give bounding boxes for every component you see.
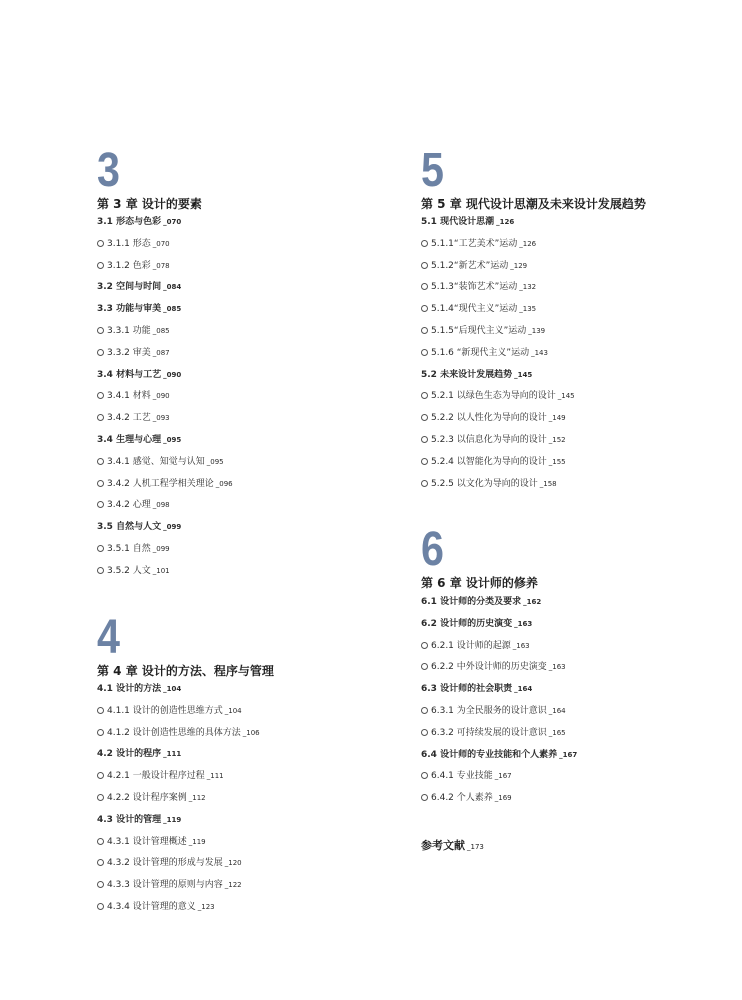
references-page: _173 — [467, 843, 484, 851]
circle-bullet-icon — [97, 458, 104, 465]
toc-subsection-entry[interactable] — [97, 238, 170, 250]
toc-subsection-entry[interactable] — [97, 543, 170, 555]
toc-subsection-entry[interactable] — [421, 478, 557, 490]
toc-subsection-entry[interactable] — [421, 456, 566, 468]
entry-page-number: _169 — [494, 794, 512, 802]
entry-title: 4.3.4 设计管理的意义 — [107, 902, 196, 912]
toc-subsection-entry[interactable] — [421, 281, 536, 293]
circle-bullet-icon — [97, 414, 104, 421]
circle-bullet-icon — [421, 480, 428, 487]
entry-page-number: _119 — [163, 816, 182, 824]
toc-section-entry[interactable] — [97, 748, 181, 760]
circle-bullet-icon — [97, 859, 104, 866]
circle-bullet-icon — [97, 794, 104, 801]
toc-section-entry[interactable] — [421, 618, 532, 630]
toc-subsection-entry[interactable] — [421, 412, 566, 424]
toc-subsection-entry[interactable] — [97, 478, 233, 490]
entry-title: 4.3.2 设计管理的形成与发展 — [107, 858, 223, 868]
entry-title: 5.1.1“工艺美术”运动 — [431, 239, 518, 249]
entry-page-number: _132 — [519, 283, 537, 291]
entry-page-number: _163 — [514, 620, 533, 628]
entry-page-number: _111 — [163, 750, 182, 758]
entry-page-number: _165 — [548, 729, 566, 737]
toc-subsection-entry[interactable] — [97, 412, 170, 424]
toc-section-entry[interactable] — [421, 749, 577, 761]
toc-subsection-entry[interactable] — [421, 390, 575, 402]
toc-section-entry[interactable] — [421, 369, 532, 381]
circle-bullet-icon — [421, 240, 428, 247]
chapter-title[interactable]: 第 3 章 设计的要素 — [97, 197, 202, 211]
entry-page-number: _155 — [548, 458, 566, 466]
circle-bullet-icon — [97, 240, 104, 247]
entry-title: 6.4.2 个人素养 — [431, 793, 493, 803]
chapter-number: 5 — [421, 144, 444, 197]
toc-subsection-entry[interactable] — [97, 836, 206, 848]
entry-page-number: _143 — [531, 349, 548, 357]
entry-page-number: _084 — [163, 283, 182, 291]
toc-section-entry[interactable] — [97, 434, 181, 446]
toc-subsection-entry[interactable] — [421, 325, 545, 337]
entry-title: 5.2.5 以文化为导向的设计 — [431, 479, 538, 489]
circle-bullet-icon — [97, 838, 104, 845]
entry-page-number: _120 — [224, 859, 242, 867]
entry-title: 3.3.1 功能 — [107, 326, 151, 336]
entry-title: 6.4.1 专业技能 — [431, 771, 493, 781]
entry-title: 4.3 设计的管理 — [97, 815, 162, 825]
entry-page-number: _101 — [152, 567, 170, 575]
toc-section-entry[interactable] — [97, 683, 181, 695]
entry-title: 5.2.4 以智能化为导向的设计 — [431, 457, 547, 467]
toc-subsection-entry[interactable] — [421, 260, 527, 272]
entry-page-number: _090 — [163, 371, 182, 379]
entry-title: 3.5 自然与人文 — [97, 522, 162, 532]
entry-title: 6.2 设计师的历史演变 — [421, 619, 513, 629]
entry-page-number: _126 — [519, 240, 537, 248]
entry-title: 4.1.1 设计的创造性思维方式 — [107, 706, 223, 716]
entry-title: 5.2 未来设计发展趋势 — [421, 370, 513, 380]
toc-subsection-entry[interactable] — [97, 857, 242, 869]
entry-title: 4.3.3 设计管理的原则与内容 — [107, 880, 223, 890]
entry-page-number: _098 — [152, 501, 170, 509]
circle-bullet-icon — [97, 480, 104, 487]
entry-page-number: _162 — [523, 598, 542, 606]
chapter-title[interactable]: 第 6 章 设计师的修养 — [421, 576, 538, 590]
entry-title: 6.2.1 设计师的起源 — [431, 641, 511, 651]
toc-subsection-entry[interactable] — [421, 303, 536, 315]
circle-bullet-icon — [97, 729, 104, 736]
entry-title: 4.2.2 设计程序案例 — [107, 793, 187, 803]
entry-title: 3.1 形态与色彩 — [97, 217, 162, 227]
toc-subsection-entry[interactable] — [421, 770, 512, 782]
entry-page-number: _070 — [152, 240, 170, 248]
circle-bullet-icon — [97, 262, 104, 269]
toc-section-entry[interactable] — [421, 683, 532, 695]
circle-bullet-icon — [421, 707, 428, 714]
entry-title: 5.1.4“现代主义”运动 — [431, 304, 518, 314]
entry-page-number: _085 — [152, 327, 170, 335]
entry-page-number: _090 — [152, 392, 170, 400]
circle-bullet-icon — [97, 707, 104, 714]
toc-subsection-entry[interactable] — [97, 499, 170, 511]
circle-bullet-icon — [421, 772, 428, 779]
entry-title: 3.5.2 人文 — [107, 566, 151, 576]
entry-title: 5.2.1 以绿色生态为导向的设计 — [431, 391, 556, 401]
circle-bullet-icon — [97, 349, 104, 356]
entry-title: 6.4 设计师的专业技能和个人素养 — [421, 750, 558, 760]
circle-bullet-icon — [421, 327, 428, 334]
entry-title: 6.2.2 中外设计师的历史演变 — [431, 662, 547, 672]
circle-bullet-icon — [421, 414, 428, 421]
entry-title: 6.1 设计师的分类及要求 — [421, 597, 522, 607]
entry-title: 3.4 生理与心理 — [97, 435, 162, 445]
circle-bullet-icon — [421, 729, 428, 736]
entry-page-number: _070 — [163, 218, 182, 226]
entry-title: 5.1.3“装饰艺术”运动 — [431, 282, 518, 292]
references-label: 参考文献 — [421, 839, 465, 852]
entry-title: 5.2.3 以信息化为导向的设计 — [431, 435, 547, 445]
toc-subsection-entry[interactable] — [97, 792, 206, 804]
entry-page-number: _126 — [496, 218, 515, 226]
entry-page-number: _164 — [548, 707, 566, 715]
toc-section-entry[interactable] — [97, 281, 181, 293]
circle-bullet-icon — [421, 262, 428, 269]
entry-page-number: _152 — [548, 436, 566, 444]
entry-title: 4.1.2 设计创造性思维的具体方法 — [107, 728, 241, 738]
entry-title: 3.4.2 人机工程学相关理论 — [107, 479, 214, 489]
entry-title: 6.3.2 可持续发展的设计意识 — [431, 728, 547, 738]
entry-page-number: _078 — [152, 262, 170, 270]
entry-title: 3.1.1 形态 — [107, 239, 151, 249]
entry-title: 3.4 材料与工艺 — [97, 370, 162, 380]
circle-bullet-icon — [97, 327, 104, 334]
toc-section-entry[interactable] — [97, 216, 181, 228]
entry-page-number: _095 — [163, 436, 182, 444]
entry-title: 3.3 功能与审美 — [97, 304, 162, 314]
toc-subsection-entry[interactable] — [421, 640, 530, 652]
entry-page-number: _095 — [206, 458, 224, 466]
chapter-title[interactable]: 第 5 章 现代设计思潮及未来设计发展趋势 — [421, 197, 646, 211]
circle-bullet-icon — [97, 501, 104, 508]
toc-section-entry[interactable] — [97, 369, 181, 381]
circle-bullet-icon — [97, 881, 104, 888]
chapter-number: 3 — [97, 144, 120, 197]
entry-page-number: _163 — [512, 642, 530, 650]
entry-page-number: _145 — [514, 371, 533, 379]
entry-page-number: _085 — [163, 305, 182, 313]
toc-subsection-entry[interactable] — [97, 390, 170, 402]
entry-title: 4.3.1 设计管理概述 — [107, 837, 187, 847]
entry-page-number: _167 — [559, 751, 578, 759]
entry-title: 5.1.5“后现代主义”运动 — [431, 326, 527, 336]
circle-bullet-icon — [421, 392, 428, 399]
circle-bullet-icon — [97, 545, 104, 552]
entry-page-number: _104 — [163, 685, 182, 693]
entry-title: 5.1.6 “新现代主义”运动 — [431, 348, 530, 358]
toc-subsection-entry[interactable] — [97, 565, 170, 577]
toc-subsection-entry[interactable] — [421, 661, 566, 673]
circle-bullet-icon — [421, 663, 428, 670]
entry-page-number: _096 — [215, 480, 233, 488]
circle-bullet-icon — [421, 458, 428, 465]
entry-title: 6.3.1 为全民服务的设计意识 — [431, 706, 547, 716]
circle-bullet-icon — [97, 392, 104, 399]
toc-section-entry[interactable] — [97, 521, 181, 533]
entry-page-number: _122 — [224, 881, 242, 889]
circle-bullet-icon — [421, 305, 428, 312]
entry-title: 3.1.2 色彩 — [107, 261, 151, 271]
toc-subsection-entry[interactable] — [421, 792, 512, 804]
toc-subsection-entry[interactable] — [97, 456, 224, 468]
toc-subsection-entry[interactable] — [421, 727, 566, 739]
entry-page-number: _139 — [528, 327, 546, 335]
circle-bullet-icon — [97, 772, 104, 779]
chapter-number: 4 — [97, 611, 120, 664]
entry-title: 4.2.1 一般设计程序过程 — [107, 771, 205, 781]
entry-title: 3.2 空间与时间 — [97, 282, 162, 292]
entry-page-number: _087 — [152, 349, 170, 357]
entry-title: 5.1 现代设计思潮 — [421, 217, 495, 227]
entry-title: 3.3.2 审美 — [107, 348, 151, 358]
entry-page-number: _123 — [197, 903, 215, 911]
circle-bullet-icon — [97, 567, 104, 574]
references-entry[interactable] — [421, 837, 484, 853]
toc-subsection-entry[interactable] — [421, 705, 566, 717]
entry-page-number: _135 — [519, 305, 537, 313]
toc-subsection-entry[interactable] — [97, 879, 242, 891]
circle-bullet-icon — [421, 283, 428, 290]
toc-section-entry[interactable] — [421, 596, 541, 608]
entry-title: 3.4.1 感觉、知觉与认知 — [107, 457, 205, 467]
entry-title: 3.5.1 自然 — [107, 544, 151, 554]
toc-subsection-entry[interactable] — [97, 325, 170, 337]
entry-page-number: _111 — [206, 772, 224, 780]
entry-page-number: _167 — [494, 772, 512, 780]
entry-page-number: _099 — [152, 545, 170, 553]
entry-page-number: _158 — [539, 480, 557, 488]
entry-page-number: _119 — [188, 838, 206, 846]
entry-page-number: _104 — [224, 707, 242, 715]
toc-subsection-entry[interactable] — [97, 727, 260, 739]
toc-subsection-entry[interactable] — [421, 434, 566, 446]
entry-title: 3.4.2 心理 — [107, 500, 151, 510]
circle-bullet-icon — [421, 794, 428, 801]
toc-subsection-entry[interactable] — [421, 238, 536, 250]
toc-section-entry[interactable] — [421, 216, 514, 228]
toc-subsection-entry[interactable] — [97, 260, 170, 272]
circle-bullet-icon — [421, 436, 428, 443]
entry-title: 4.2 设计的程序 — [97, 749, 162, 759]
entry-title: 4.1 设计的方法 — [97, 684, 162, 694]
entry-title: 5.2.2 以人性化为导向的设计 — [431, 413, 547, 423]
entry-title: 6.3 设计师的社会职责 — [421, 684, 513, 694]
toc-subsection-entry[interactable] — [97, 705, 242, 717]
circle-bullet-icon — [421, 349, 428, 356]
circle-bullet-icon — [97, 903, 104, 910]
toc-section-entry[interactable] — [97, 814, 181, 826]
toc-section-entry[interactable] — [97, 303, 181, 315]
entry-title: 3.4.2 工艺 — [107, 413, 151, 423]
entry-title: 3.4.1 材料 — [107, 391, 151, 401]
entry-page-number: _112 — [188, 794, 206, 802]
entry-page-number: _163 — [548, 663, 566, 671]
circle-bullet-icon — [421, 642, 428, 649]
entry-page-number: _099 — [163, 523, 182, 531]
chapter-number: 6 — [421, 523, 444, 576]
entry-page-number: _093 — [152, 414, 170, 422]
entry-page-number: _129 — [510, 262, 528, 270]
toc-subsection-entry[interactable] — [97, 901, 215, 913]
chapter-title[interactable]: 第 4 章 设计的方法、程序与管理 — [97, 664, 274, 678]
entry-page-number: _149 — [548, 414, 566, 422]
toc-subsection-entry[interactable] — [97, 347, 170, 359]
entry-page-number: _145 — [557, 392, 575, 400]
toc-subsection-entry[interactable] — [421, 347, 548, 359]
entry-title: 5.1.2“新艺术”运动 — [431, 261, 509, 271]
toc-subsection-entry[interactable] — [97, 770, 224, 782]
entry-page-number: _106 — [242, 729, 260, 737]
entry-page-number: _164 — [514, 685, 533, 693]
